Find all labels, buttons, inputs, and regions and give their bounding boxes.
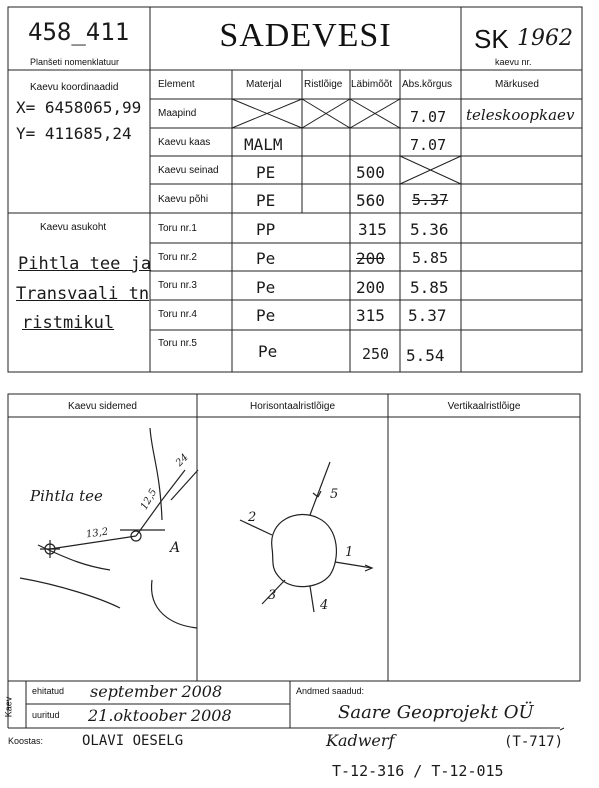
row-material: Pe	[258, 342, 278, 361]
section-horizontal-label: Horisontaalristlõige	[249, 401, 336, 412]
row-diameter: 250	[362, 345, 390, 363]
col-header-notes: Märkused	[495, 79, 539, 90]
measured-label: uuritud	[32, 710, 60, 720]
row-element: Kaevu seinad	[158, 165, 219, 176]
row-material: PP	[256, 220, 276, 239]
section-links-label: Kaevu sidemed	[68, 401, 137, 412]
footer-side-label: Kaev	[3, 696, 14, 718]
well-number: 1962	[517, 26, 573, 51]
location-line-3: ristmikul	[22, 313, 115, 333]
built-label: ehitatud	[32, 686, 65, 696]
col-header-material: Materjal	[246, 79, 282, 90]
row-material: Pe	[256, 249, 276, 268]
sketch-street: Pihtla tee	[30, 487, 103, 505]
data-value: Saare Geoprojekt OÜ	[338, 702, 534, 723]
row-element: Toru nr.2	[158, 252, 197, 263]
row-diameter: 500	[356, 163, 385, 182]
row-height: 7.07	[410, 108, 447, 126]
row-material: PE	[256, 191, 276, 210]
row-diameter: 200	[356, 278, 385, 297]
job-code: (T-717)	[504, 734, 564, 750]
well-label: kaevu nr.	[495, 57, 532, 67]
row-element: Toru nr.4	[158, 309, 197, 320]
row-element: Maapind	[158, 108, 197, 119]
coords-label: Kaevu koordinaadid	[30, 82, 119, 93]
page-title: SADEVESI	[219, 17, 392, 54]
row-material: MALM	[244, 135, 283, 154]
row-height: 5.37	[412, 191, 449, 209]
row-diameter: 315	[356, 306, 385, 325]
refs: T-12-316 / T-12-015	[332, 762, 504, 780]
col-header-diameter: Läbimõõt	[351, 79, 393, 90]
pipe-label-3: 3	[268, 588, 277, 603]
col-header-element: Element	[158, 79, 195, 90]
coord-x: X= 6458065,99	[16, 98, 142, 117]
row-height: 5.54	[406, 346, 445, 365]
row-element: Toru nr.3	[158, 280, 197, 291]
measured-value: 21.oktoober 2008	[88, 706, 232, 725]
sketch-dist-2: 12,5	[138, 487, 160, 512]
sketch-dist-3: 24	[173, 452, 191, 469]
row-note: teleskoopkaev	[466, 106, 575, 124]
map-code: 458_411	[28, 18, 130, 46]
col-header-height: Abs.kõrgus	[402, 79, 453, 90]
location-label: Kaevu asukoht	[40, 222, 107, 233]
row-height: 7.07	[410, 136, 447, 154]
row-height: 5.85	[412, 249, 449, 267]
row-height: 5.37	[408, 306, 447, 325]
row-diameter: 560	[356, 191, 385, 210]
row-element: Kaevu kaas	[158, 137, 211, 148]
col-header-section: Ristlõige	[304, 79, 343, 90]
section-vertical-label: Vertikaalristlõige	[447, 401, 521, 412]
coord-y: Y= 411685,24	[16, 124, 132, 143]
row-material: PE	[256, 163, 276, 182]
row-height: 5.36	[410, 220, 449, 239]
signature: Kadwerf	[326, 731, 395, 750]
sketch-mark-a: A	[170, 540, 181, 556]
row-material: Pe	[256, 306, 276, 325]
compiler-label: Koostas:	[8, 736, 44, 746]
row-element: Toru nr.5	[158, 338, 197, 349]
well-prefix: SK	[474, 24, 509, 54]
built-value: september 2008	[90, 682, 223, 701]
row-height: 5.85	[410, 278, 449, 297]
location-line-2: Transvaali tn	[16, 284, 150, 304]
pipe-label-2: 2	[248, 510, 257, 525]
row-element: Toru nr.1	[158, 223, 197, 234]
pipe-label-4: 4	[320, 598, 329, 613]
row-diameter: 200	[356, 249, 385, 268]
sketch-dist-1: 13,2	[85, 526, 109, 541]
pipe-label-1: 1	[345, 545, 354, 560]
location-line-1: Pihtla tee ja	[18, 254, 152, 274]
pipe-label-5: 5	[330, 487, 339, 502]
data-label: Andmed saadud:	[296, 686, 365, 696]
row-material: Pe	[256, 278, 276, 297]
row-diameter: 315	[358, 220, 387, 239]
compiler-value: OLAVI OESELG	[82, 733, 184, 749]
map-code-label: Planšeti nomenklatuur	[30, 57, 120, 67]
row-element: Kaevu põhi	[158, 194, 209, 205]
